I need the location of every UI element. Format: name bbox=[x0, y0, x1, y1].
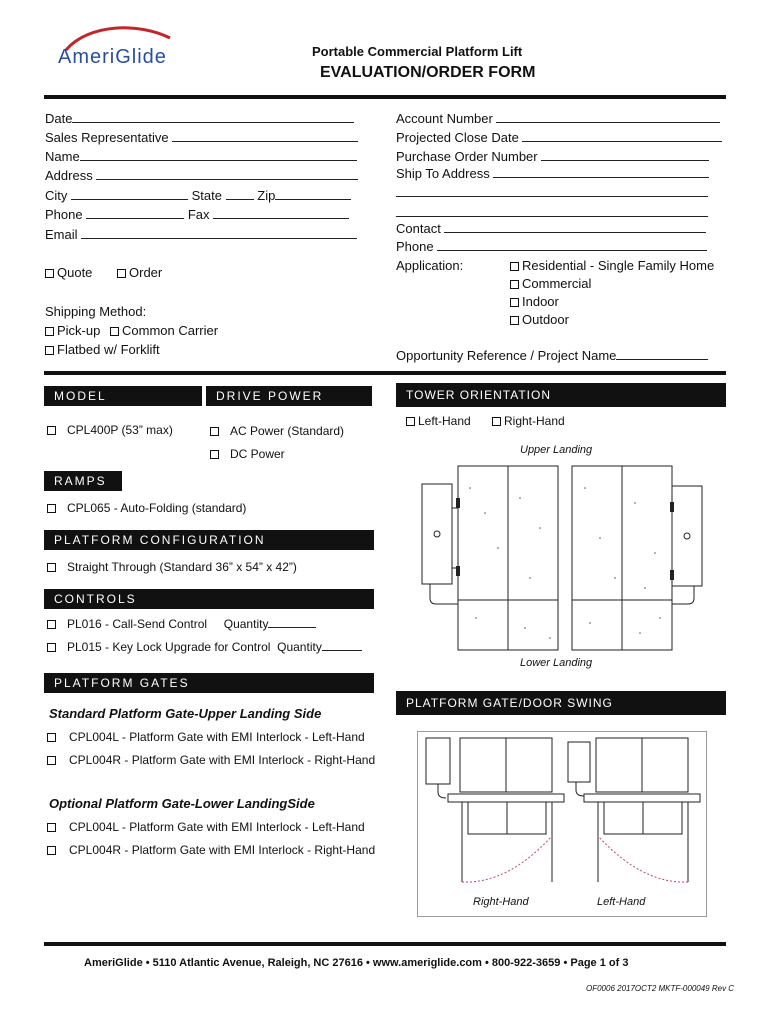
platform-config-header: PLATFORM CONFIGURATION bbox=[44, 530, 374, 550]
tower-right-hand-checkbox[interactable]: Right-Hand bbox=[492, 414, 565, 428]
checkbox-icon bbox=[45, 269, 54, 278]
application-label: Application: bbox=[396, 258, 464, 273]
swing-right-hand-label: Right-Hand bbox=[473, 896, 529, 908]
logo bbox=[48, 16, 178, 76]
logo-text: AmeriGlide bbox=[58, 46, 167, 68]
upper-gate-left-checkbox[interactable]: CPL004L - Platform Gate with EMI Interlock - Left-Hand bbox=[47, 730, 365, 744]
ac-power-checkbox[interactable]: AC Power (Standard) bbox=[210, 424, 344, 438]
lower-gate-right-checkbox[interactable]: CPL004R - Platform Gate with EMI Interlock - Right-Hand bbox=[47, 843, 375, 857]
header-rule bbox=[44, 95, 726, 99]
gate-swing-diagram bbox=[418, 732, 706, 902]
form-title: EVALUATION/ORDER FORM bbox=[320, 64, 536, 81]
footer-code: OF0006 2017OCT2 MKTF-000049 Rev C bbox=[586, 984, 735, 993]
checkbox-icon bbox=[45, 346, 54, 355]
section-rule bbox=[44, 371, 726, 375]
city-state-zip-field[interactable]: City State Zip bbox=[45, 188, 351, 203]
quote-checkbox[interactable]: Quote bbox=[45, 265, 92, 280]
opportunity-field[interactable]: Opportunity Reference / Project Name bbox=[396, 348, 708, 363]
checkbox-icon bbox=[47, 756, 56, 765]
controls-header: CONTROLS bbox=[44, 589, 374, 609]
checkbox-icon bbox=[210, 427, 219, 436]
upper-gate-right-checkbox[interactable]: CPL004R - Platform Gate with EMI Interlock - Right-Hand bbox=[47, 753, 375, 767]
tower-orientation-diagram bbox=[410, 458, 726, 658]
account-number-field[interactable]: Account Number bbox=[396, 111, 720, 126]
checkbox-icon bbox=[47, 823, 56, 832]
date-field[interactable]: Date bbox=[45, 111, 354, 126]
po-number-field[interactable]: Purchase Order Number bbox=[396, 149, 709, 164]
app-indoor-checkbox[interactable]: Indoor bbox=[510, 294, 559, 309]
shipping-method-label: Shipping Method: bbox=[45, 304, 147, 319]
pickup-checkbox[interactable]: Pick-up bbox=[45, 323, 100, 338]
upper-gate-title: Standard Platform Gate-Upper Landing Side bbox=[49, 706, 322, 721]
ship-to-line-3[interactable] bbox=[396, 216, 708, 217]
checkbox-icon bbox=[47, 733, 56, 742]
checkbox-icon bbox=[510, 280, 519, 289]
checkbox-icon bbox=[510, 298, 519, 307]
phone-right-field[interactable]: Phone bbox=[396, 239, 707, 254]
dc-power-checkbox[interactable]: DC Power bbox=[210, 447, 285, 461]
platform-gates-header: PLATFORM GATES bbox=[44, 673, 374, 693]
stipple-texture bbox=[469, 487, 661, 639]
flatbed-checkbox[interactable]: Flatbed w/ Forklift bbox=[45, 342, 160, 357]
checkbox-icon bbox=[406, 417, 415, 426]
ramps-header: RAMPS bbox=[44, 471, 122, 491]
checkbox-icon bbox=[47, 504, 56, 513]
ship-to-field[interactable]: Ship To Address bbox=[396, 166, 709, 181]
upper-landing-label: Upper Landing bbox=[520, 444, 593, 456]
model-cpl400p-checkbox[interactable]: CPL400P (53” max) bbox=[47, 423, 173, 437]
model-header: MODEL bbox=[44, 386, 202, 406]
checkbox-icon bbox=[210, 450, 219, 459]
checkbox-icon bbox=[510, 316, 519, 325]
checkbox-icon bbox=[117, 269, 126, 278]
tower-orientation-header: TOWER ORIENTATION bbox=[396, 383, 726, 407]
tower-left-hand-checkbox[interactable]: Left-Hand bbox=[406, 414, 471, 428]
app-outdoor-checkbox[interactable]: Outdoor bbox=[510, 312, 569, 327]
footer-rule bbox=[44, 942, 726, 946]
control-pl016-checkbox[interactable]: PL016 - Call-Send Control Quantity bbox=[47, 616, 316, 631]
common-carrier-checkbox[interactable]: Common Carrier bbox=[110, 323, 218, 338]
checkbox-icon bbox=[47, 846, 56, 855]
app-residential-checkbox[interactable]: Residential - Single Family Home bbox=[510, 258, 714, 273]
sales-rep-field[interactable]: Sales Representative bbox=[45, 130, 358, 145]
footer-address: AmeriGlide • 5110 Atlantic Avenue, Raleigh, NC 27616 • www.ameriglide.com • 800-922-3659 • Page 1 of 3 bbox=[84, 957, 629, 969]
contact-field[interactable]: Contact bbox=[396, 221, 706, 236]
lower-gate-left-checkbox[interactable]: CPL004L - Platform Gate with EMI Interlock - Left-Hand bbox=[47, 820, 365, 834]
swing-left-hand-label: Left-Hand bbox=[597, 896, 646, 908]
ramp-cpl065-checkbox[interactable]: CPL065 - Auto-Folding (standard) bbox=[47, 501, 246, 515]
checkbox-icon bbox=[47, 643, 56, 652]
drive-power-header: DRIVE POWER bbox=[206, 386, 372, 406]
checkbox-icon bbox=[47, 426, 56, 435]
address-field[interactable]: Address bbox=[45, 168, 358, 183]
checkbox-icon bbox=[110, 327, 119, 336]
form-subtitle: Portable Commercial Platform Lift bbox=[312, 44, 523, 59]
name-field[interactable]: Name bbox=[45, 149, 357, 164]
email-field[interactable]: Email bbox=[45, 227, 357, 242]
app-commercial-checkbox[interactable]: Commercial bbox=[510, 276, 591, 291]
lower-gate-title: Optional Platform Gate-Lower LandingSide bbox=[49, 796, 315, 811]
order-checkbox[interactable]: Order bbox=[117, 265, 162, 280]
control-pl015-checkbox[interactable]: PL015 - Key Lock Upgrade for Control Quantity bbox=[47, 639, 362, 654]
checkbox-icon bbox=[492, 417, 501, 426]
phone-fax-field[interactable]: Phone Fax bbox=[45, 207, 349, 222]
projected-close-field[interactable]: Projected Close Date bbox=[396, 130, 722, 145]
checkbox-icon bbox=[510, 262, 519, 271]
checkbox-icon bbox=[47, 563, 56, 572]
checkbox-icon bbox=[45, 327, 54, 336]
checkbox-icon bbox=[47, 620, 56, 629]
gate-swing-header: PLATFORM GATE/DOOR SWING bbox=[396, 691, 726, 715]
straight-through-checkbox[interactable]: Straight Through (Standard 36” x 54” x 42”) bbox=[47, 560, 297, 574]
lower-landing-label: Lower Landing bbox=[520, 657, 593, 669]
ship-to-line-2[interactable] bbox=[396, 196, 708, 197]
